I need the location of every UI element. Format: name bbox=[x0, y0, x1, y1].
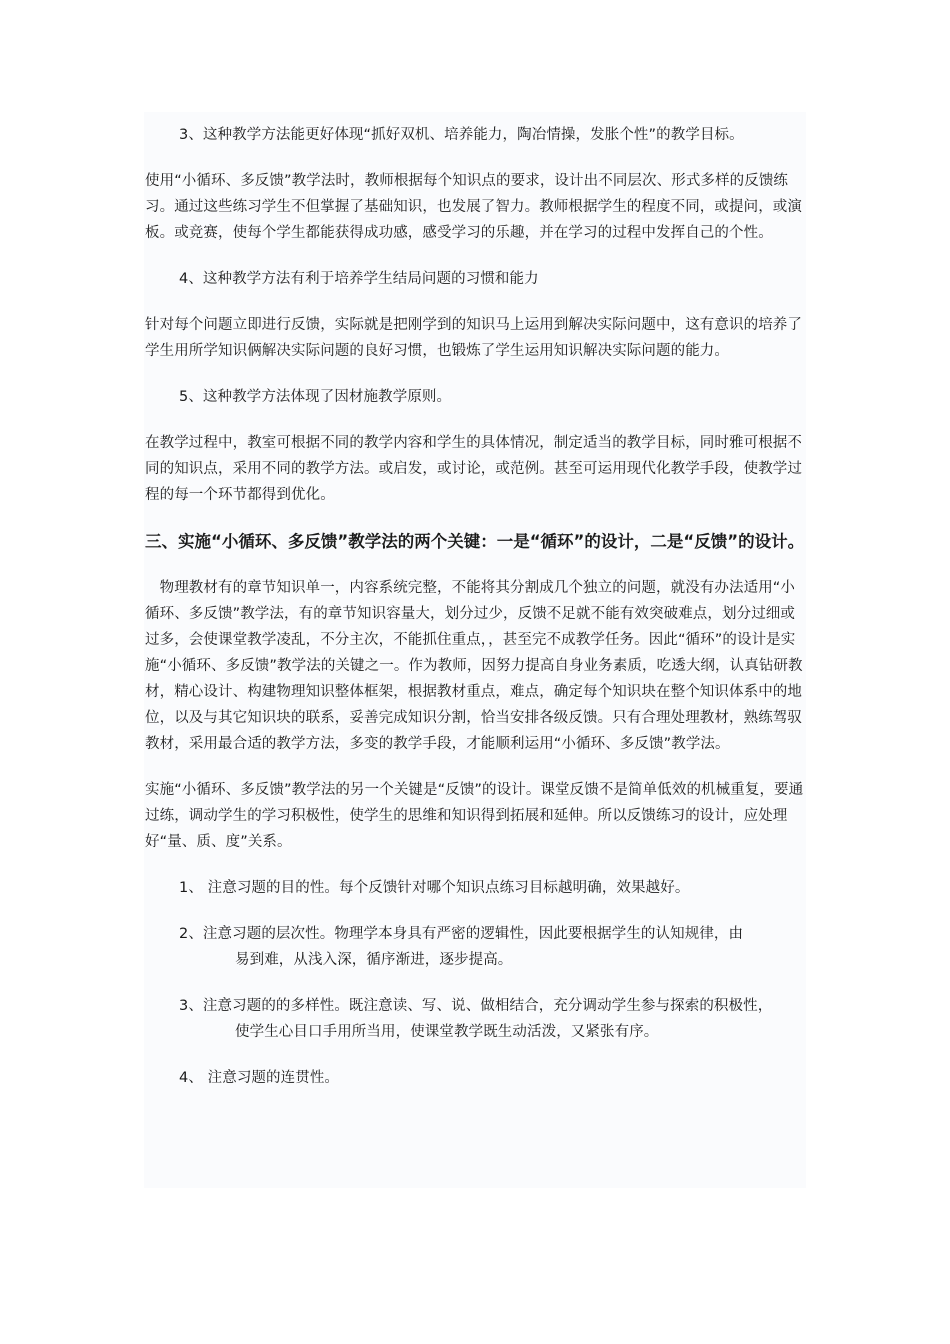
list-item-2-continuation: 易到难，从浅入深，循序渐进，逐步提高。 bbox=[235, 952, 513, 968]
list-item-3 bbox=[145, 993, 825, 1045]
list-item-3-text: 3、注意习题的的多样性。既注意读、写、说、做相结合，充分调动学生参与探索的积极性， bbox=[179, 998, 773, 1014]
list-item-1-text: 1、 注意习题的目的性。每个反馈针对哪个知识点练习目标越明确，效果越好。 bbox=[179, 880, 690, 896]
item-4-body: 针对每个问题立即进行反馈，实际就是把刚学到的知识马上运用到解决实际问题中，这有意识的培养了学生用所学知识俩解决实际问题的良好习惯，也锻炼了学生运用知识解决实际问题的能力。 bbox=[145, 317, 802, 359]
section-3-heading: 三、实施“小循环、多反馈”教学法的两个关键：一是“循环”的设计，二是“反馈”的设计。 bbox=[145, 532, 805, 551]
list-item-2 bbox=[145, 921, 825, 973]
item-5-title: 5、这种教学方法体现了因材施教学原则。 bbox=[179, 389, 452, 405]
list-item-2-text: 2、注意习题的层次性。物理学本身具有严密的逻辑性，因此要根据学生的认知规律，由 bbox=[179, 926, 744, 942]
list-item-4-text: 4、 注意习题的连贯性。 bbox=[179, 1070, 340, 1086]
document-content bbox=[145, 122, 825, 1091]
section-3-paragraph-2: 实施“小循环、多反馈”教学法的另一个关键是“反馈”的设计。课堂反馈不是简单低效的机械重复，要通过练，调动学生的学习积极性，使学生的思维和知识得到拓展和延伸。所以反馈练习的设计，应处理好“量、质、度”关系。 bbox=[145, 782, 804, 850]
item-3-body: 使用“小循环、多反馈”教学法时，教师根据每个知识点的要求，设计出不同层次、形式多样的反馈练习。通过这些练习学生不但掌握了基础知识，也发展了智力。教师根据学生的程度不同，或提问，或演板。或竞赛，使每个学生都能获得成功感，感受学习的乐趣，并在学习的过程中发挥自己的个性。 bbox=[145, 173, 802, 241]
item-5-body: 在教学过程中，教室可根据不同的教学内容和学生的具体情况，制定适当的教学目标，同时雅可根据不同的知识点，采用不同的教学方法。或启发，或讨论，或范例。甚至可运用现代化教学手段，使教学过程的每一个环节都得到优化。 bbox=[145, 435, 802, 503]
list-item-4 bbox=[145, 1065, 825, 1091]
item-4-title: 4、这种教学方法有利于培养学生结局问题的习惯和能力 bbox=[179, 271, 539, 287]
item-3-title: 3、这种教学方法能更好体现“抓好双机、培养能力，陶冶情操，发胀个性”的教学目标。 bbox=[179, 127, 744, 143]
list-item-1 bbox=[145, 875, 825, 901]
section-3-paragraph-1: 物理教材有的章节知识单一，内容系统完整，不能将其分割成几个独立的问题，就没有办法适用“小循环、多反馈”教学法，有的章节知识容量大，划分过少，反馈不足就不能有效突破难点，划分过细或过多，会使课堂教学凌乱，不分主次，不能抓住重点，，甚至完不成教学任务。因此“循环”的设计是实施“小循环、多反馈”教学法的关键之一。作为教师，因努力提高自身业务素质，吃透大纲，认真钻研教材，精心设计、构建物理知识整体框架，根据教材重点，难点，确定每个知识块在整个知识体系中的地位，以及与其它知识块的联系，妥善完成知识分割，恰当安排各级反馈。只有合理处理教材，熟练驾驭教材，采用最合适的教学方法，多变的教学手段，才能顺利运用“小循环、多反馈”教学法。 bbox=[145, 580, 803, 752]
list-item-3-continuation: 使学生心目口手用所当用，使课堂教学既生动活泼，又紧张有序。 bbox=[235, 1024, 659, 1040]
